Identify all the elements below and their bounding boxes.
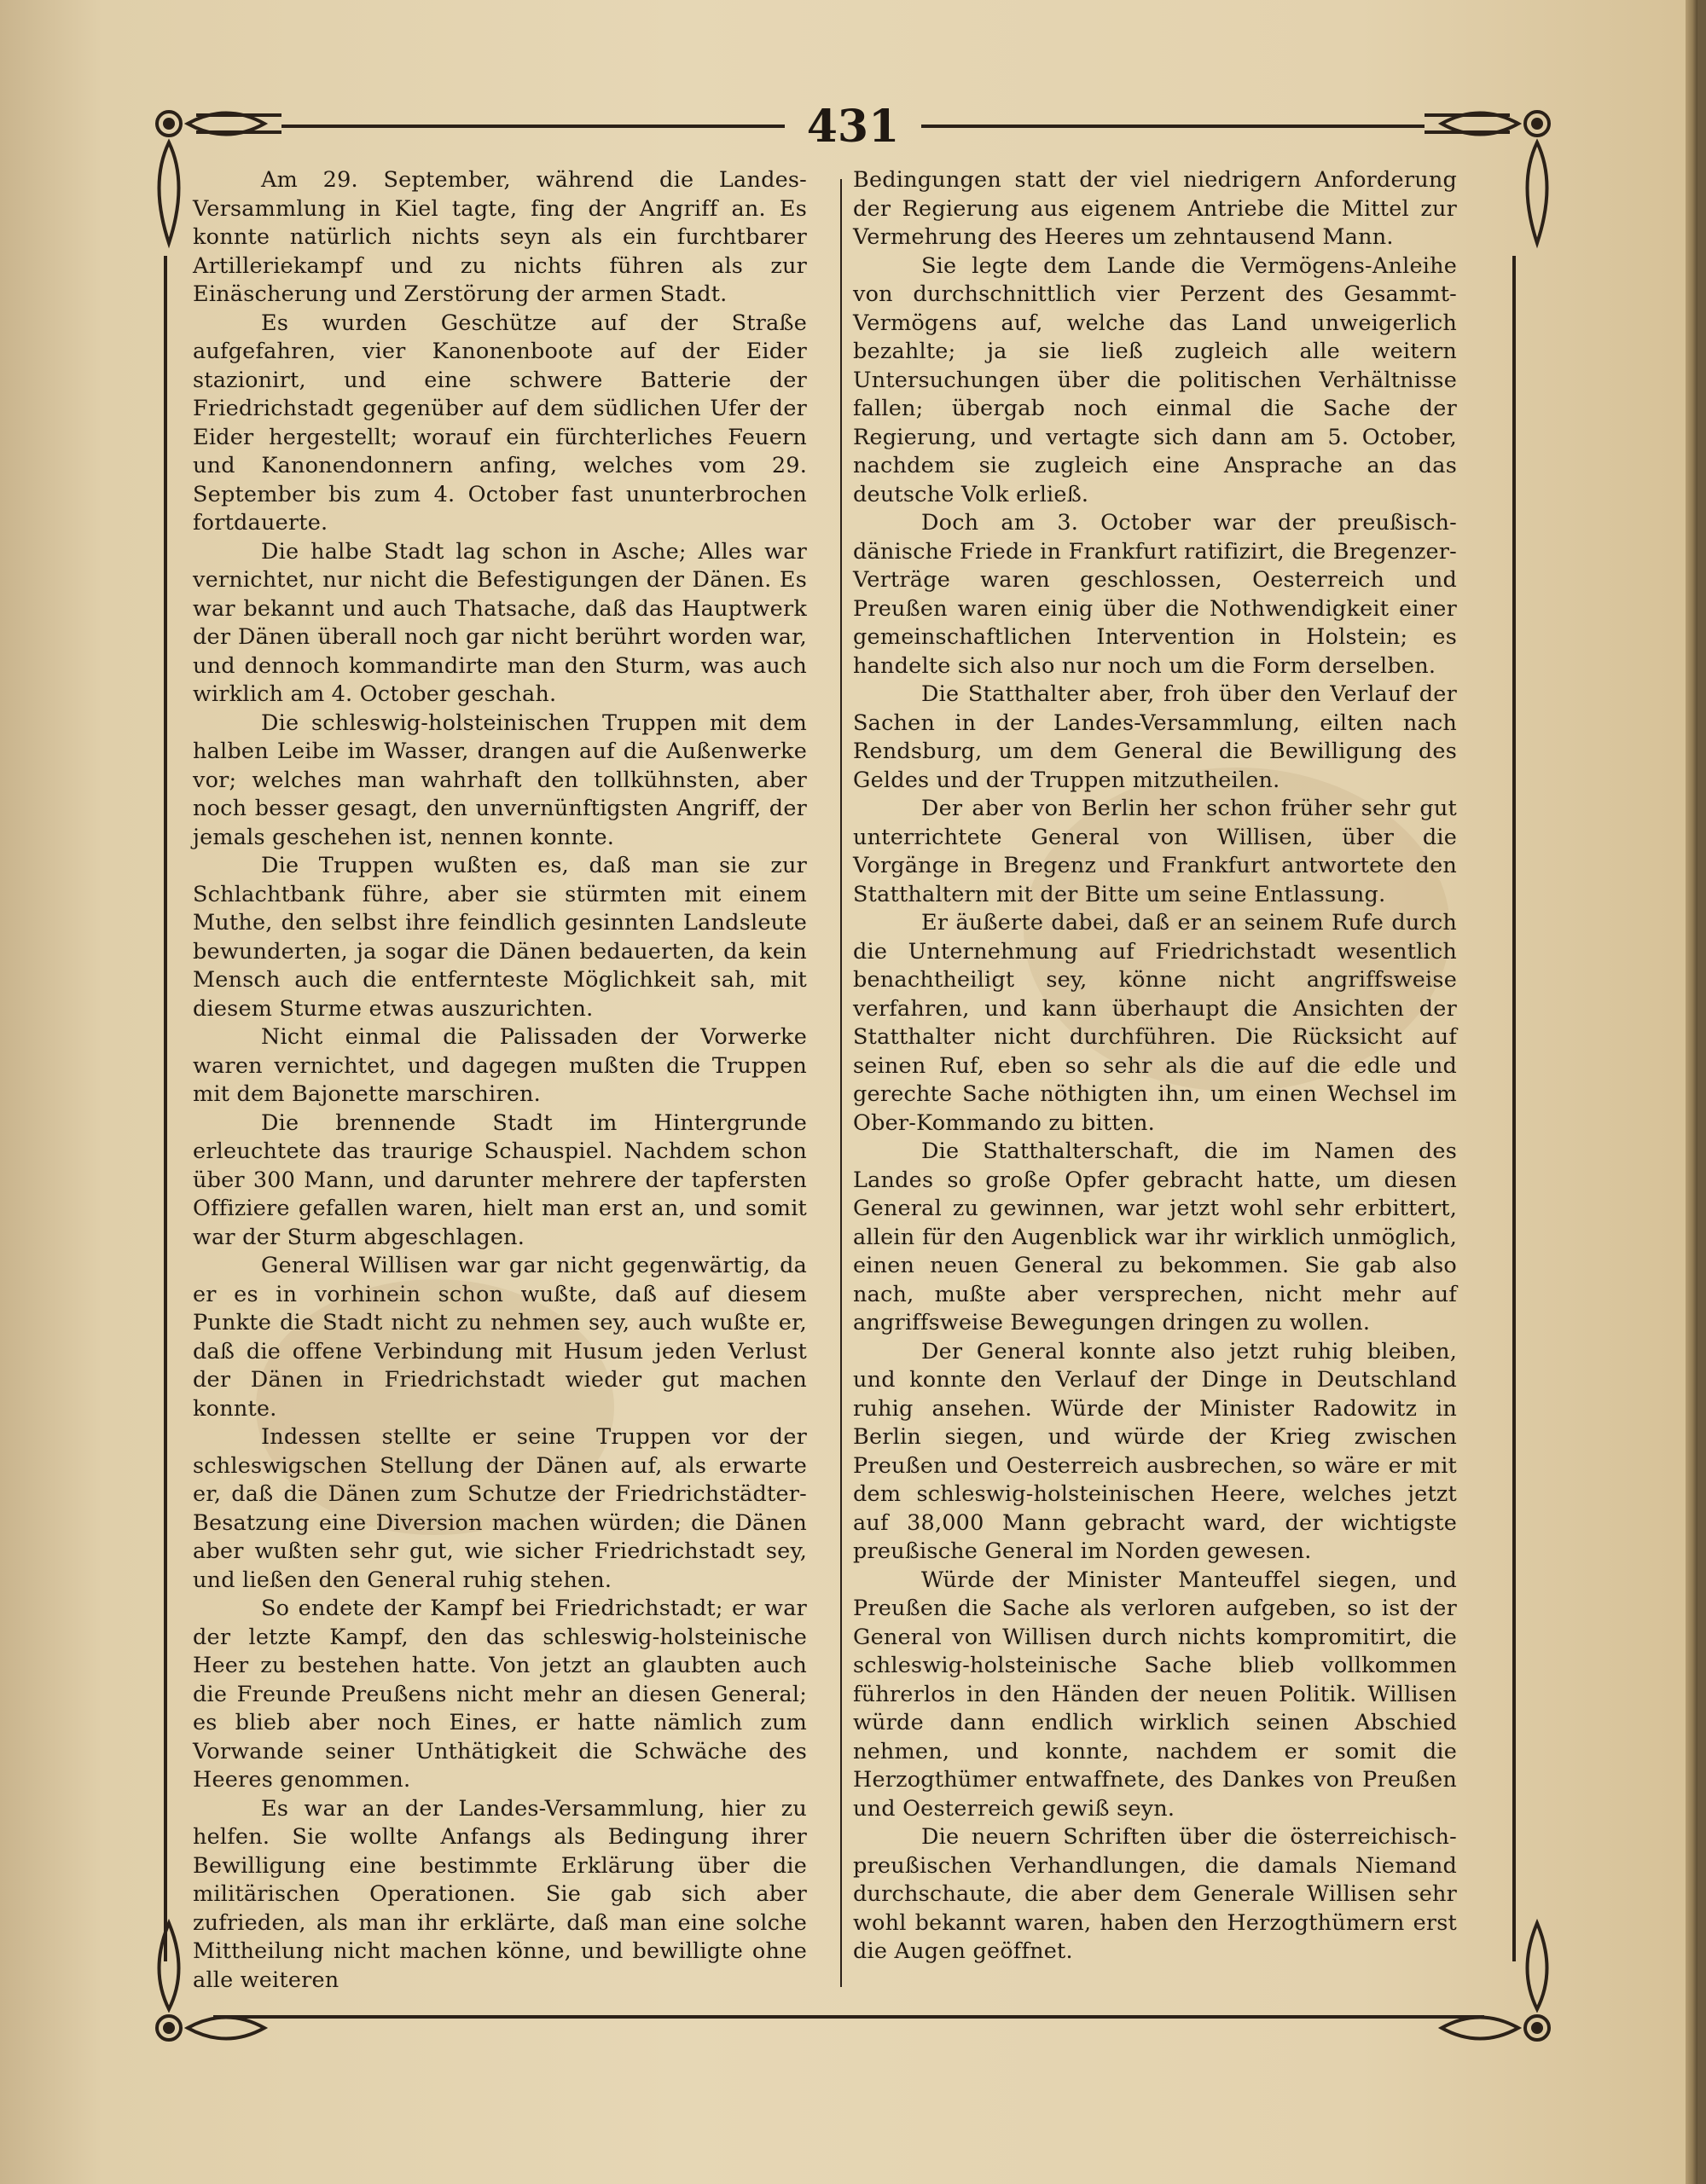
paragraph: Sie legte dem Lande die Vermögens-Anleihe von durchschnittlich vier Perzent des Gesammt-Vermögens auf, welche das Land unweigerlich bezahlte; ja sie ließ zugleich alle weitern Untersuchungen über die politischen Verhältnisse fallen; übergab noch einmal die Sache der Regierung, und vertagte sich dann am 5. October, nachdem sie zugleich eine Ansprache an das deutsche Volk erließ. — [853, 252, 1457, 507]
paragraph: Doch am 3. October war der preußisch-dänische Friede in Frankfurt ratifizirt, die Bregenzer-Verträge waren geschlossen, Oesterreich und Preußen waren einig über die Nothwendigkeit einer gemeinschaftlichen Intervention in Holstein; es handelte sich also nur noch um die Form derselben. — [853, 510, 1457, 679]
page-edge — [1686, 0, 1697, 2184]
paragraph: So endete der Kampf bei Friedrichstadt; er war der letzte Kampf, den das schleswig-holsteinische Heer zu bestehen hatte. Von jetzt an glaubten auch die Freunde Preußens nicht mehr an diesen General; es blieb aber noch Eines, er hatte nämlich zum Vorwande seiner Unthätigkeit die Schwäche des Heeres genommen. — [193, 1596, 807, 1793]
paragraph: Die neuern Schriften über die österreichisch-preußischen Verhandlungen, die damals Niemand durchschaute, die aber dem Generale Willisen sehr wohl bekannt waren, haben den Herzogthümern erst die Augen geöffnet. — [853, 1824, 1457, 1964]
paragraph: Am 29. September, während die Landes-Versammlung in Kiel tagte, fing der Angriff an. Es konnte natürlich nichts seyn als ein furchtbarer Artilleriekampf und zu nichts führen als zur Einäscherung und Zerstörung der armen Stadt. — [193, 167, 807, 307]
right-column — [853, 166, 1457, 1967]
paragraph: Würde der Minister Manteuffel siegen, und Preußen die Sache als verloren aufgeben, so ist der General von Willisen durch nichts kompromitirt, die schleswig-holsteinische Sache blieb vollkommen führerlos in den Händen der neuen Politik. Willisen würde dann endlich wirklich seinen Abschied nehmen, und konnte, nachdem er somit die Herzogthümer entwaffnete, des Dankes von Preußen und Oesterreich gewiß seyn. — [853, 1567, 1457, 1822]
frame-top-left-rule — [281, 125, 785, 128]
paragraph: Nicht einmal die Palissaden der Vorwerke waren vernichtet, und dagegen mußten die Truppen mit dem Bajonette marschiren. — [193, 1024, 807, 1107]
paragraph: Es war an der Landes-Versammlung, hier zu helfen. Sie wollte Anfangs als Bedingung ihrer Bewilligung eine bestimmte Erklärung über die militärischen Operationen. Sie gab sich aber zufrieden, als man ihr erklärte, daß man eine solche Mittheilung nicht machen könne, und bewilligte ohne alle weiteren — [193, 1795, 807, 1993]
paragraph-continuation: Bedingungen statt der viel niedrigern Anforderung der Regierung aus eigenem Antriebe die Mittel zur Vermehrung des Heeres um zehntausend Mann. — [853, 167, 1457, 250]
paragraph: Die schleswig-holsteinischen Truppen mit dem halben Leibe im Wasser, drangen auf die Außenwerke vor; welches man wahrhaft den tollkühnsten, aber noch besser gesagt, den unvernünftigsten Angriff, der jemals geschehen ist, nennen konnte. — [193, 710, 807, 850]
frame-left-rule — [164, 256, 167, 1961]
paragraph: Die Truppen wußten es, daß man sie zur Schlachtbank führe, aber sie stürmten mit einem Muthe, den selbst ihre feindlich gesinnten Landsleute bewunderten, ja sogar die Dänen bedauerten, da kein Mensch auch die entfernteste Möglichkeit sah, mit diesem Sturme etwas auszurichten. — [193, 853, 807, 1022]
paragraph: Indessen stellte er seine Truppen vor der schleswigschen Stellung der Dänen auf, als erwarte er, daß die Dänen zum Schutze der Friedrichstädter-Besatzung eine Diversion machen würden; die Dänen aber wußten sehr gut, wie sicher Friedrichstadt sey, und ließen den General ruhig stehen. — [193, 1424, 807, 1593]
left-column — [193, 166, 807, 1995]
paragraph: General Willisen war gar nicht gegenwärtig, da er es in vorhinein schon wußte, daß auf diesem Punkte die Stadt nicht zu nehmen sey, auch wußte er, daß die offene Verbindung mit Husum jeden Verlust der Dänen in Friedrichstadt wieder gut machen konnte. — [193, 1253, 807, 1422]
page-number: 431 — [806, 101, 900, 153]
paragraph: Er äußerte dabei, daß er an seinem Rufe durch die Unternehmung auf Friedrichstadt wesentlich benachtheiligt sey, könne nicht angriffsweise verfahren, und kann überhaupt die Ansichten der Statthalter nicht durchführen. Die Rücksicht auf seinen Ruf, eben so sehr als die auf die edle und gerechte Sache nöthigten ihn, um einen Wechsel im Ober-Kommando zu bitten. — [853, 910, 1457, 1136]
paragraph: Die Statthalter aber, froh über den Verlauf der Sachen in der Landes-Versammlung, eilten nach Rendsburg, um dem General die Bewilligung des Geldes und der Truppen mitzutheilen. — [853, 681, 1457, 793]
paragraph: Der General konnte also jetzt ruhig bleiben, und konnte den Verlauf der Dinge in Deutschland ruhig ansehen. Würde der Minister Radowitz in Berlin siegen, und würde der Krieg zwischen Preußen und Oesterreich ausbrechen, so wäre er mit dem schleswig-holsteinischen Heere, welches jetzt auf 38,000 Mann gebracht ward, der wichtigste preußische General im Norden gewesen. — [853, 1338, 1457, 1564]
column-divider-rule — [840, 179, 842, 1987]
paragraph: Die halbe Stadt lag schon in Asche; Alles war vernichtet, nur nicht die Befestigungen der Dänen. Es war bekannt und auch Thatsache, daß das Hauptwerk der Dänen überall noch gar nicht berührt worden war, und dennoch kommandirte man den Sturm, was auch wirklich am 4. October geschah. — [193, 538, 807, 707]
frame-right-rule — [1512, 256, 1516, 1961]
frame-bottom-rule — [213, 2015, 1484, 2019]
paragraph: Die Statthalterschaft, die im Namen des Landes so große Opfer gebracht hatte, um diesen General zu gewinnen, war jetzt wohl sehr erbittert, allein für den Augenblick war ihr wirklich unmöglich, einen neuen General zu bekommen. Sie gab also nach, mußte aber versprechen, nicht mehr auf angriffsweise Bewegungen dringen zu wollen. — [853, 1138, 1457, 1335]
paragraph: Der aber von Berlin her schon früher sehr gut unterrichtete General von Willisen, über die Vorgänge in Bregenz und Frankfurt antwortete den Statthaltern mit der Bitte um seine Entlassung. — [853, 796, 1457, 907]
paragraph: Die brennende Stadt im Hintergrunde erleuchtete das traurige Schauspiel. Nachdem schon über 300 Mann, und darunter mehrere der tapfersten Offiziere gefallen waren, hielt man erst an, und somit war der Sturm abgeschlagen. — [193, 1109, 807, 1250]
frame-top-right-rule — [921, 125, 1425, 128]
paragraph: Es wurden Geschütze auf der Straße aufgefahren, vier Kanonenboote auf der Eider stazionirt, und eine schwere Batterie der Friedrichstadt gegenüber auf dem südlichen Ufer der Eider hergestellt; worauf ein fürchterliches Feuern und Kanonendonnern anfing, welches vom 29. September bis zum 4. October fast ununterbrochen fortdauerte. — [193, 310, 807, 536]
